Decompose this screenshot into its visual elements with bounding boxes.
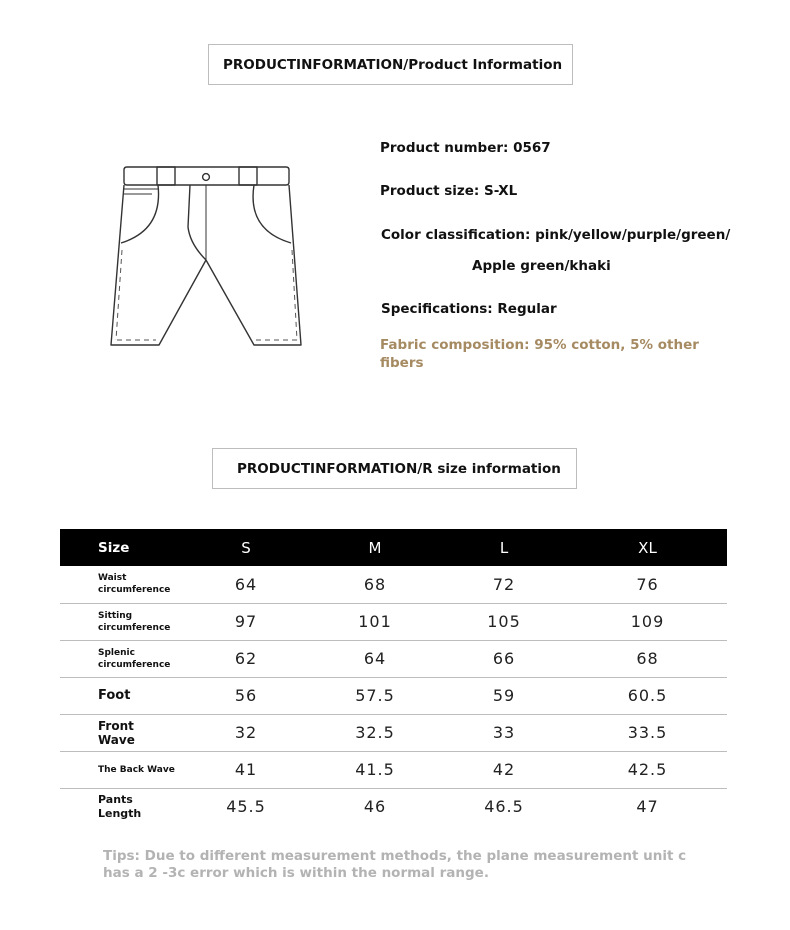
- cell-value: 56: [234, 686, 258, 705]
- row-label: Foot: [98, 688, 131, 703]
- product-size: Product size: S-XL: [380, 183, 518, 199]
- cell-value: 57.5: [355, 686, 395, 705]
- header-size: Size: [98, 539, 130, 556]
- shorts-illustration-icon: [108, 160, 304, 352]
- table-row: [60, 714, 727, 751]
- header-m: M: [368, 538, 382, 557]
- cell-value: 101: [358, 612, 392, 631]
- header-l: L: [499, 538, 509, 557]
- table-row: [60, 640, 727, 677]
- cell-value: 33.5: [627, 723, 668, 742]
- cell-value: 72: [492, 574, 516, 594]
- cell-value: 62: [234, 649, 258, 668]
- cell-value: 109: [630, 612, 665, 631]
- row-label: Sitting circumference: [98, 610, 171, 633]
- cell-value: 33: [492, 723, 516, 742]
- cell-value: 41: [234, 760, 258, 779]
- product-number: Product number: 0567: [380, 140, 551, 156]
- color-classification-continued: Apple green/khaki: [472, 258, 611, 274]
- table-row: [60, 603, 727, 640]
- header-xl: XL: [638, 538, 657, 557]
- cell-value: 68: [636, 649, 659, 668]
- cell-value: 42: [492, 760, 516, 779]
- product-information-title-text: PRODUCTINFORMATION/Product Information: [223, 56, 563, 73]
- cell-value: 46.5: [484, 797, 524, 817]
- row-label: Pants Length: [98, 792, 142, 820]
- table-row: [60, 566, 727, 603]
- cell-value: 64: [234, 574, 258, 594]
- size-information-title: [212, 448, 577, 489]
- cell-value: 60.5: [627, 686, 668, 705]
- cell-value: 66: [492, 649, 516, 668]
- row-label: Front Wave: [98, 718, 135, 747]
- product-information-title: [208, 44, 573, 85]
- size-table: [60, 529, 727, 825]
- cell-value: 105: [487, 612, 521, 631]
- table-row: [60, 677, 727, 714]
- cell-value: 97: [234, 612, 258, 631]
- row-label: Waist circumference: [98, 573, 171, 596]
- cell-value: 47: [636, 797, 659, 817]
- cell-value: 41.5: [355, 760, 395, 779]
- size-information-title-text: PRODUCTINFORMATION/R size information: [237, 460, 561, 477]
- row-label: The Back Wave: [98, 764, 175, 775]
- specifications: Specifications: Regular: [381, 301, 557, 317]
- cell-value: 46: [363, 797, 387, 817]
- row-label: Splenic circumference: [98, 647, 171, 670]
- cell-value: 64: [363, 649, 387, 668]
- cell-value: 32: [234, 723, 258, 742]
- fabric-composition: Fabric composition: 95% cotton, 5% other fibers: [380, 337, 699, 371]
- measurement-tips: Tips: Due to different measurement methods, the plane measurement unit c has a 2 -3c error which is within the normal range.: [103, 848, 687, 881]
- cell-value: 45.5: [226, 797, 266, 817]
- cell-value: 42.5: [627, 760, 668, 779]
- cell-value: 32.5: [355, 723, 395, 742]
- table-row: [60, 751, 727, 788]
- cell-value: 59: [492, 686, 516, 705]
- table-row: [60, 788, 727, 825]
- size-table-header-row: [60, 529, 727, 566]
- cell-value: 68: [363, 574, 387, 594]
- color-classification: Color classification: pink/yellow/purple/green/: [381, 227, 731, 243]
- cell-value: 76: [636, 574, 659, 594]
- header-s: S: [241, 538, 251, 557]
